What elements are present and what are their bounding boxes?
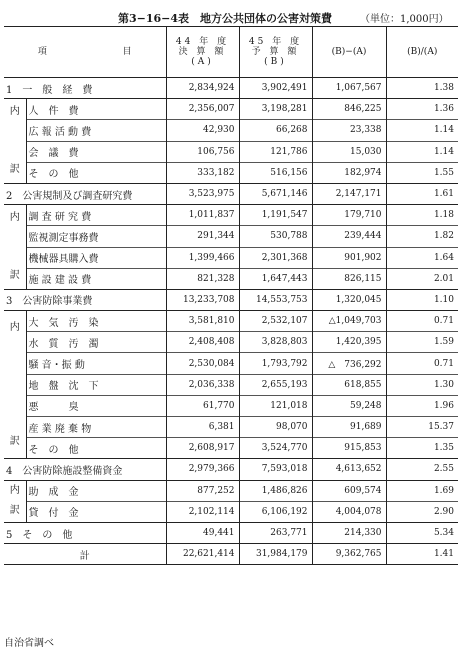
header-fy45-line3: (B) (264, 57, 287, 67)
cell-fy45: 3,524,770 (239, 438, 312, 459)
row-label: 4 公害防除施設整備資金 (4, 459, 166, 480)
header-fy45 (239, 27, 312, 78)
header-ratio: (B)/(A) (386, 27, 458, 78)
row-label: 会 議 費 (26, 141, 166, 162)
cell-fy44: 106,756 (166, 141, 239, 162)
cell-diff: 609,574 (312, 480, 386, 501)
row-label: 調 査 研 究 費 (26, 205, 166, 226)
cell-ratio: 1.10 (386, 289, 458, 310)
cell-fy44: 2,834,924 (166, 78, 239, 99)
cell-diff: 826,115 (312, 268, 386, 289)
cell-fy44: 2,408,408 (166, 332, 239, 353)
header-fy44 (166, 27, 239, 78)
row-label: 監視測定事務費 (26, 226, 166, 247)
cell-fy44: 2,036,338 (166, 374, 239, 395)
cell-fy44: 61,770 (166, 395, 239, 416)
row-label: そ の 他 (26, 162, 166, 183)
header-fy44-line1: 44 年 度 (175, 37, 230, 47)
cell-ratio: 1.38 (386, 78, 458, 99)
table-row (4, 183, 458, 204)
cell-fy45: 7,593,018 (239, 459, 312, 480)
table-row (4, 374, 458, 395)
cell-fy45: 1,191,547 (239, 205, 312, 226)
table-title-text: 第3−16−4表 地方公共団体の公害対策費 (118, 12, 333, 25)
table-row (4, 353, 458, 374)
cell-fy45: 66,268 (239, 120, 312, 141)
table-row (4, 459, 458, 480)
cell-fy45: 121,786 (239, 141, 312, 162)
table-row (4, 332, 458, 353)
cell-fy44: 2,356,007 (166, 99, 239, 120)
breakdown-marker (4, 480, 26, 522)
cell-ratio: 1.30 (386, 374, 458, 395)
header-fy45-line1: 45 年 度 (248, 37, 303, 47)
cell-fy45: 2,532,107 (239, 311, 312, 332)
breakdown-marker (4, 205, 26, 290)
cell-diff: 91,689 (312, 417, 386, 438)
row-label: 大 気 汚 染 (26, 311, 166, 332)
cell-fy44: 1,399,466 (166, 247, 239, 268)
cell-fy45: 6,106,192 (239, 501, 312, 522)
breakdown-wake: 訳 (9, 270, 20, 281)
row-label: 1 一 般 経 費 (4, 78, 166, 99)
cell-diff: △ 736,292 (312, 353, 386, 374)
cell-ratio: 1.64 (386, 247, 458, 268)
table-row (4, 247, 458, 268)
cell-ratio: 0.71 (386, 311, 458, 332)
cell-diff: 1,067,567 (312, 78, 386, 99)
cell-ratio: 1.69 (386, 480, 458, 501)
header-diff: (B)−(A) (312, 27, 386, 78)
cell-fy45: 263,771 (239, 522, 312, 543)
row-label: 水 質 汚 濁 (26, 332, 166, 353)
cell-fy44: 13,233,708 (166, 289, 239, 310)
cell-fy44: 2,102,114 (166, 501, 239, 522)
table-row (4, 501, 458, 522)
table-row (4, 226, 458, 247)
cell-fy45: 3,902,491 (239, 78, 312, 99)
row-label: 貸 付 金 (26, 501, 166, 522)
cell-fy44: 333,182 (166, 162, 239, 183)
cell-fy44: 2,530,084 (166, 353, 239, 374)
breakdown-wake: 訳 (9, 435, 20, 447)
cell-ratio: 1.59 (386, 332, 458, 353)
total-row (4, 544, 458, 565)
breakdown-uchi: 内 (9, 321, 20, 333)
row-label: 施 設 建 設 費 (26, 268, 166, 289)
cell-ratio: 1.14 (386, 141, 458, 162)
cell-fy44: 291,344 (166, 226, 239, 247)
cell-ratio: 1.18 (386, 205, 458, 226)
breakdown-marker (4, 99, 26, 184)
row-label: 5 そ の 他 (4, 522, 166, 543)
cell-diff: 179,710 (312, 205, 386, 226)
cell-fy45: 516,156 (239, 162, 312, 183)
cell-ratio: 1.35 (386, 438, 458, 459)
breakdown-wake: 訳 (9, 164, 20, 176)
cell-ratio: 1.61 (386, 183, 458, 204)
cell-diff: 4,613,652 (312, 459, 386, 480)
breakdown-uchi: 内 (9, 212, 20, 223)
cell-ratio: 1.55 (386, 162, 458, 183)
cell-diff: 901,902 (312, 247, 386, 268)
row-label: 2 公害規制及び調査研究費 (4, 183, 166, 204)
cell-fy45: 14,553,753 (239, 289, 312, 310)
header-item-b: 目 (122, 47, 132, 57)
cell-fy44: 2,608,917 (166, 438, 239, 459)
row-label: 騒 音・振 動 (26, 353, 166, 374)
header-item (4, 27, 166, 78)
breakdown-uchi: 内 (9, 485, 20, 497)
cell-fy45: 530,788 (239, 226, 312, 247)
header-fy44-line2: 決 算 額 (178, 47, 227, 57)
cell-ratio: 5.34 (386, 522, 458, 543)
breakdown-wake: 訳 (9, 505, 20, 517)
cell-fy44: 42,930 (166, 120, 239, 141)
table-row (4, 268, 458, 289)
cell-diff: 915,853 (312, 438, 386, 459)
unit-note: （単位：1,000円） (360, 14, 449, 25)
table-title (0, 4, 465, 26)
cell-diff: 59,248 (312, 395, 386, 416)
row-label: 機械器具購入費 (26, 247, 166, 268)
header-fy45-line2: 予 算 額 (251, 47, 300, 57)
cell-fy44: 3,581,810 (166, 311, 239, 332)
breakdown-uchi: 内 (9, 106, 20, 118)
cell-diff: 239,444 (312, 226, 386, 247)
cell-diff: 15,030 (312, 141, 386, 162)
cell-ratio: 1.96 (386, 395, 458, 416)
cell-ratio: 1.36 (386, 99, 458, 120)
cell-diff: 1,420,395 (312, 332, 386, 353)
row-label: 地 盤 沈 下 (26, 374, 166, 395)
budget-table (4, 26, 458, 565)
cell-diff: 2,147,171 (312, 183, 386, 204)
table-row (4, 289, 458, 310)
cell-diff: 1,320,045 (312, 289, 386, 310)
cell-ratio: 2.01 (386, 268, 458, 289)
cell-fy44: 1,011,837 (166, 205, 239, 226)
total-label: 計 (4, 544, 166, 565)
row-label: 助 成 金 (26, 480, 166, 501)
cell-ratio: 0.71 (386, 353, 458, 374)
cell-fy45: 1,793,792 (239, 353, 312, 374)
cell-fy45: 1,486,826 (239, 480, 312, 501)
cell-fy44: 6,381 (166, 417, 239, 438)
table-row (4, 311, 458, 332)
row-label: 人 件 費 (26, 99, 166, 120)
cell-fy45: 1,647,443 (239, 268, 312, 289)
cell-fy45: 98,070 (239, 417, 312, 438)
cell-fy45: 5,671,146 (239, 183, 312, 204)
cell-diff: 4,004,078 (312, 501, 386, 522)
table-row (4, 417, 458, 438)
cell-fy44: 821,328 (166, 268, 239, 289)
cell-ratio: 15.37 (386, 417, 458, 438)
row-label: 悪 臭 (26, 395, 166, 416)
cell-diff: 23,338 (312, 120, 386, 141)
cell-fy44: 877,252 (166, 480, 239, 501)
header-fy44-line3: (A) (191, 57, 214, 67)
table-row (4, 120, 458, 141)
cell-diff: 846,225 (312, 99, 386, 120)
table-row (4, 99, 458, 120)
row-label: 広 報 活 動 費 (26, 120, 166, 141)
cell-fy45: 121,018 (239, 395, 312, 416)
cell-diff: 214,330 (312, 522, 386, 543)
cell-fy44: 49,441 (166, 522, 239, 543)
cell-fy45: 2,655,193 (239, 374, 312, 395)
cell-ratio: 1.41 (386, 544, 458, 565)
cell-fy44: 3,523,975 (166, 183, 239, 204)
row-label: 産 業 廃 棄 物 (26, 417, 166, 438)
table-row (4, 438, 458, 459)
cell-diff: 618,855 (312, 374, 386, 395)
cell-fy44: 2,979,366 (166, 459, 239, 480)
table-row (4, 78, 458, 99)
table-row (4, 141, 458, 162)
cell-fy45: 31,984,179 (239, 544, 312, 565)
row-label: 3 公害防除事業費 (4, 289, 166, 310)
breakdown-marker (4, 311, 26, 459)
source-note: 自治省調べ (4, 638, 54, 649)
cell-diff: △1,049,703 (312, 311, 386, 332)
cell-ratio: 1.14 (386, 120, 458, 141)
cell-diff: 9,362,765 (312, 544, 386, 565)
cell-ratio: 2.90 (386, 501, 458, 522)
cell-fy44: 22,621,414 (166, 544, 239, 565)
cell-fy45: 2,301,368 (239, 247, 312, 268)
cell-ratio: 1.82 (386, 226, 458, 247)
table-row (4, 522, 458, 543)
header-row (4, 27, 458, 78)
table-row (4, 480, 458, 501)
cell-ratio: 2.55 (386, 459, 458, 480)
cell-fy45: 3,828,803 (239, 332, 312, 353)
row-label: そ の 他 (26, 438, 166, 459)
cell-diff: 182,974 (312, 162, 386, 183)
table-row (4, 162, 458, 183)
table-row (4, 205, 458, 226)
cell-fy45: 3,198,281 (239, 99, 312, 120)
table-row (4, 395, 458, 416)
header-item-a: 項 (37, 47, 47, 57)
